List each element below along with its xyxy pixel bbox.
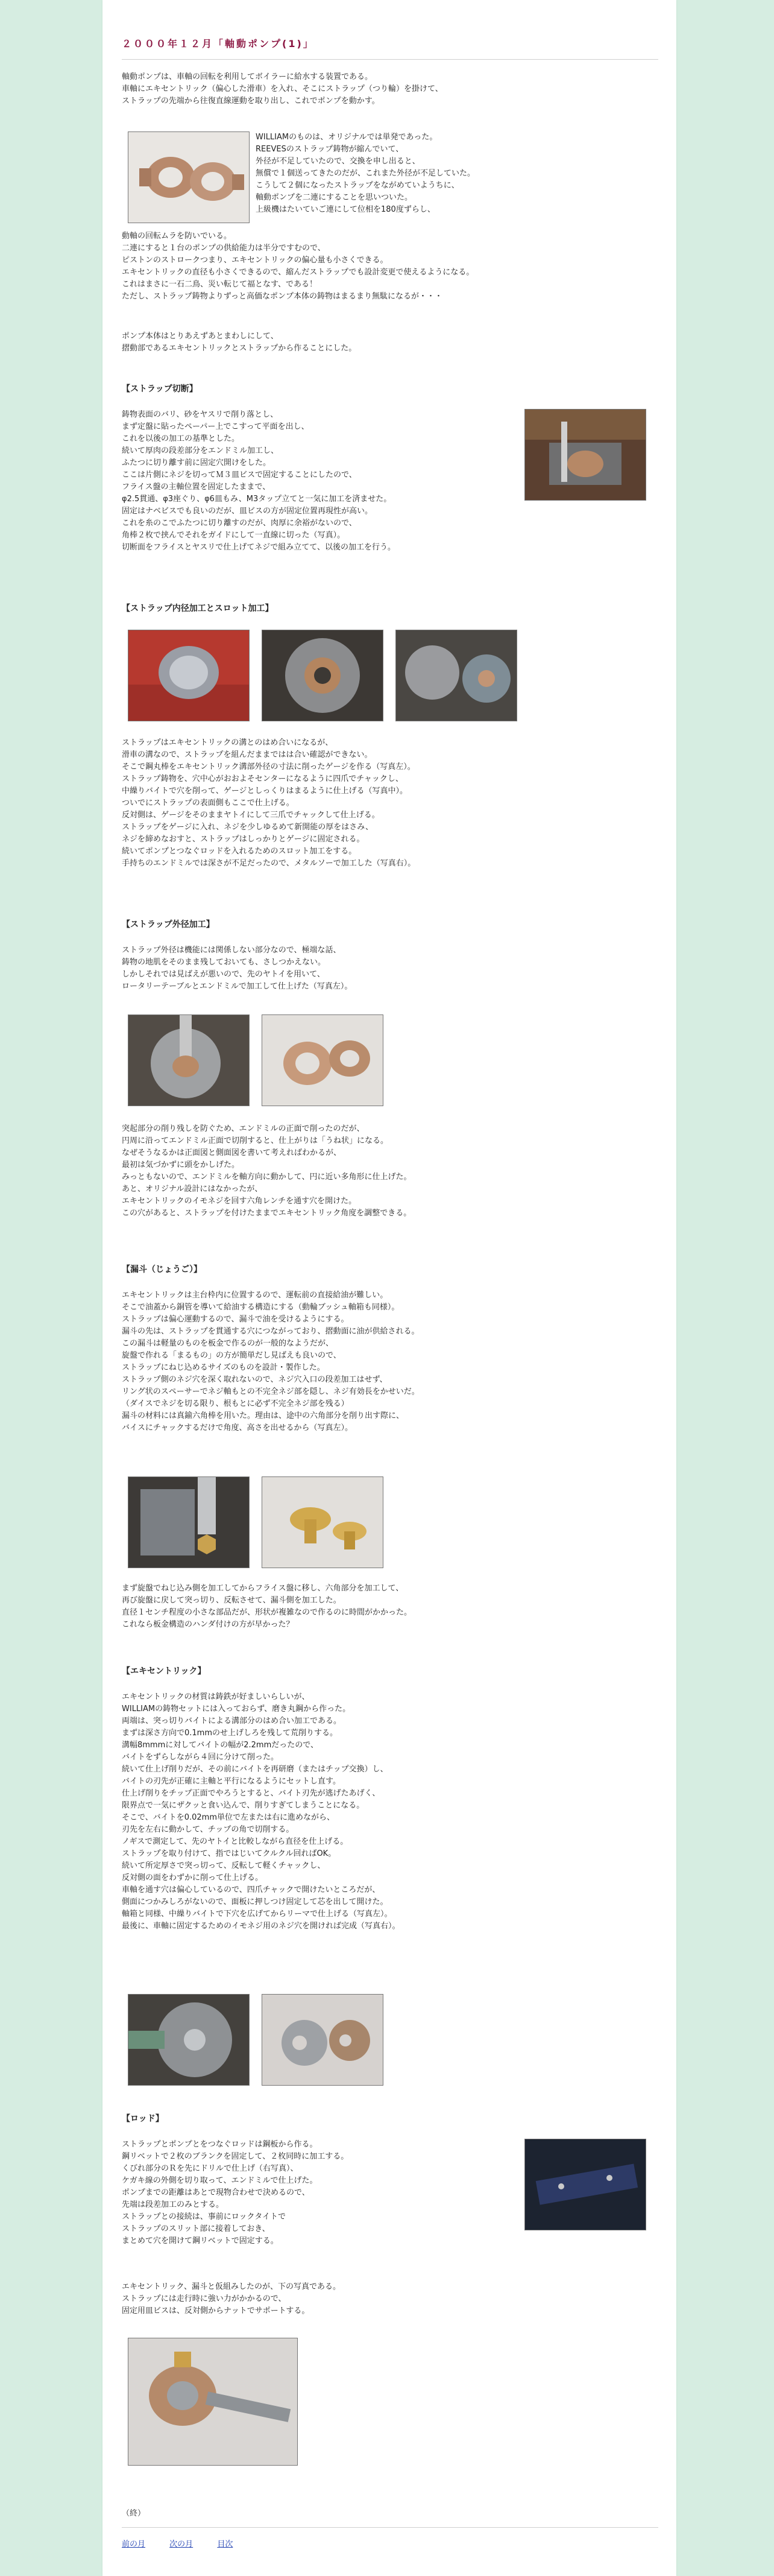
page-panel [102, 0, 676, 2576]
section-body-outer-dia-1: ストラップ外径は機能には関係しない部分なので、極端な話、 鋳物の地肌をそのまま残しておいても、さしつかえない。 しかしそれでは見ばえが悪いので、先のヤトイを用いて、 ロータリーテーブルとエンドミルで加工して仕上げた（写真左）。 [122, 946, 353, 991]
four-jaw-chuck-photo [262, 630, 383, 721]
index-link[interactable]: 目次 [217, 2540, 233, 2549]
eccentric-parts-image [262, 1995, 383, 2085]
rotary-table-image [128, 1015, 249, 1106]
assembly-photo [128, 2338, 298, 2466]
strap-cutting-photo [524, 409, 646, 501]
strap-castings-image [128, 132, 249, 223]
intro-paragraph-1: 軸動ポンプは、車軸の回転を利用してボイラーに給水する装置である。 車軸にエキセントリック（偏心した滑車）を入れ、そこにストラップ（つり輪）を掛けて、 ストラップの先端から往復直線運動を取り出し、これでポンプを動かす。 [122, 72, 443, 106]
section-heading-outer-dia: 【ストラップ外径加工】 [122, 920, 215, 929]
intro-paragraph-3: 動軸の回転ムラを防いでいる。 二連にすると１台のポンプの供給能力は半分ですむので、 ピストンのストロークつまり、エキセントリックの偏心量も小さくできる。 エキセントリックの直径も小さくできるので、縮んだストラップでも設計変更で使えるようになる。 これはまさに一石二鳥、災い転じて福となす、である！ ただし、ストラップ鋳物よりずっと高価なポンプ本体の鋳物はまるまり無駄になるが・・・ [122, 232, 474, 301]
end-mark: （終） [122, 2509, 146, 2518]
footer-nav [122, 2537, 254, 2549]
hex-machining-image [128, 1477, 249, 1568]
brass-funnels-photo [262, 1476, 383, 1568]
brass-funnels-image [262, 1477, 383, 1568]
gauge-photo [128, 630, 250, 721]
gauge-image [128, 630, 249, 721]
intro-paragraph-4: ポンプ本体はとりあえずあとまわしにして、 摺動部であるエキセントリックとストラップから作ることにした。 [122, 332, 357, 353]
section-heading-funnel: 【漏斗（じょうご）】 [122, 1265, 202, 1274]
footer-divider [122, 2527, 658, 2528]
strap-cutting-image [525, 410, 646, 500]
strap-castings-photo [128, 131, 250, 223]
section-body-strap-cut: 鋳物表面のバリ、砂をヤスリで削り落とし、 まず定盤に貼ったペーパー上でこすって平面を出し、 これを以後の加工の基準とした。 続いて厚肉の段差部分をエンドミル加工し、 ふたつに切り離す前に固定穴開けをした。 ここは片側にネジを切ってＭ３皿ビスで固定することにしたので、 フライス盤の主軸位置を固定したままで、 φ2.5貫通、φ3座ぐり、φ6皿もみ、M3タップ立てと一気に加工を済ませた。 固定はナベビスでも良いのだが、皿ビスの方が固定位置再現性が高い。 これを糸のこでふたつに切り離すのだが、肉厚に余裕がないので、 角棒２枚で挟んでそれをガイドにして一直線に切った（写真）。 切断面をフライスとヤスリで仕上げてネジで組み立てて、以後の加工を行う。 [122, 410, 395, 552]
intro-paragraph-2: WILLIAMのものは、オリジナルでは単発であった。 REEVESのストラップ鋳物が縮んでいて、 外径が不足していたので、交換を申し出ると、 無償で１個送ってきたのだが、これまた外径が不足していた。 こうして２個になったストラップをながめていようちに、 軸動ポンプを二連にすることを思いついた。 上級機はたいていご連にして位相を180度ずらし、 [256, 133, 476, 214]
title-divider [122, 59, 658, 60]
prev-month-link[interactable]: 前の月 [122, 2540, 146, 2549]
faceplate-photo [128, 1994, 250, 2086]
eccentric-parts-photo [262, 1994, 383, 2086]
section-heading-strap-cut: 【ストラップ切断】 [122, 384, 198, 394]
section-heading-bore-slot: 【ストラップ内径加工とスロット加工】 [122, 604, 274, 613]
rotary-table-photo [128, 1014, 250, 1106]
finished-strap-photo [262, 1014, 383, 1106]
section-body-bore-slot: ストラップはエキセントリックの溝とのはめ合いになるが、 滑車の溝なので、ストラップを組んだままではは合い確認ができない。 そこで鋼丸棒をエキセントリック溝部外径の寸法に削ったゲージを作る（写真左）。 ストラップ鋳物を、穴中心がおおよそセンターになるように四爪でチャックし、 中繰りバイトで穴を削って、ゲージとしっくりはまるように仕上げる（写真中）。 ついでにストラップの表面側もここで仕上げる。 反対側は、ゲージをそのままヤトイにして三爪でチャックして仕上げる。 ストラップをゲージに入れ、ネジを少しゆるめて新開能の厚をはさみ、 ネジを締めなおすと、ストラップはしっかりとゲージに固定される。 続いてポンプとつなぐロッドを入れるためのスロット加工をする。 手持ちのエンドミルでは深さが不足だったので、メタルソーで加工した（写真右）。 [122, 738, 416, 868]
section-body-funnel-1: エキセントリックは主台枠内に位置するので、運転前の直接給油が難しい。 そこで油蓋から銅管を導いて給油する構造にする（動輪ブッシュ軸箱も同様）。 ストラップは偏心運動するので、漏斗で油を受けるようにする。 漏斗の先は、ストラップを貫通する穴につながっており、摺動面に油が供給される。 この漏斗は軽量のものを板金で作るのが一般的なようだが、 旋盤で作れる「まるもの」の方が簡単だし見ばえも良いので、 ストラップにねじ込めるサイズのものを設計・製作した。 ストラップ側のネジ穴を深く取れないので、ネジ穴入口の段差加工はせず、 リング状のスペーサーでネジ軸もとの不完全ネジ部を隠し、ネジ有効長をかせいだ。 （ダイスでネジを切る限り、根もとに必ず不完全ネジ部を残る） 漏斗の材料には真鍮六角棒を用いた。理由は、途中の六角部分を削り出す際に、 バイスにチャックするだけで角度、高さを出せるから（写真左）。 [122, 1291, 420, 1432]
next-month-link[interactable]: 次の月 [169, 2540, 194, 2549]
rod-blanks-image [525, 2139, 646, 2230]
metal-saw-photo [395, 630, 517, 721]
assembly-image [128, 2338, 297, 2465]
section-heading-eccentric: 【エキセントリック】 [122, 1666, 206, 1676]
section-body-funnel-2: まず旋盤でねじ込み側を加工してからフライス盤に移し、六角部分を加工して、 再び旋盤に戻して突っ切り、反転させて、漏斗側を加工した。 直径１センチ程度の小さな部品だが、形状が複雑なので作るのに時間がかかった。 これなら板金構造のハンダ付けの方が早かった？ [122, 1584, 412, 1629]
section-heading-rod: 【ロッド】 [122, 2114, 164, 2124]
finished-strap-image [262, 1015, 383, 1106]
section-body-rod-1: ストラップとポンプとをつなぐロッドは鋼板から作る。 鋼リベットで２枚のブランクを固定して、２枚同時に加工する。 くびれ部分のＲを先にドリルで仕上げ（右写真）、 ケガキ線の外側を切り取って、エンドミルで仕上げた。 ポンプまでの距離はあとで現物合わせで決めるので、 先端は段差加工のみとする。 ストラップとの接続は、事前にロックタイトで ストラップのスリット部に接着しておき、 まとめて穴を開けて鋼リベットで固定する。 [122, 2140, 349, 2245]
section-body-eccentric: エキセントリックの材質は鋳鉄が好ましいらしいが、 WILLIAMの鋳物セットには入っておらず、磨き丸鋼から作った。 両端は、突っ切りバイトによる溝部分のはめ合い加工である。 まずは深さ方向で0.1mmのせ上げしろを残して荒削りする。 溝幅8mmmに対してバイトの幅が2.2mmだったので、 バイトをずらしながら４回に分けて削った。 続いて仕上げ削りだが、その前にバイトを再研磨（またはチップ交換）し、 バイトの刃先が正確に主軸と平行になるようにセットし直す。 仕上げ削りをチップ正面でやろうとすると、バイト刃先が逃げたあげく、 限界点で一気にザクッと食い込んで、削りすぎてしまうことになる。 そこで、バイトを0.02mm単位で左または右に進めながら、 刃先を左右に動かして、チップの角で切削する。 ノギスで測定して、先のヤトイと比較しながら直径を仕上げる。 ストラップを取り付けて、指ではじいてクルクル回ればOK。 続いて所定厚さで突っ切って、反転して軽くチャックし、 反対側の面をわずかに削って仕上げる。 車軸を通す穴は偏心しているので、四爪チャックで開けたいところだが、 側面につかみしろがないので、面板に押しつけ固定して芯を出して開けた。 軸箱と同様、中繰りバイトで下穴を広げてからリーマで仕上げる（写真左）。 最後に、車軸に固定するためのイモネジ用のネジ穴を開ければ完成（写真右）。 [122, 1692, 400, 1931]
section-body-outer-dia-2: 突起部分の削り残しを防ぐため、エンドミルの正面で削ったのだが、 円周に沿ってエンドミル正面で切削すると、仕上がりは「うね状」になる。 なぜそうなるかは正面図と側面図を書いて考えればわかるが、 最初は気づかずに頭をかしげた。 みっともないので、エンドミルを軸方向に動かして、円に近い多角形に仕上げた。 あと、オリジナル設計にはなかったが、 エキセントリックのイモネジを回す六角レンチを通す穴を開けた。 この穴があると、ストラップを付けたままでエキセントリック角度を調整できる。 [122, 1124, 412, 1218]
metal-saw-image [396, 630, 517, 721]
four-jaw-chuck-image [262, 630, 383, 721]
page-title: ２０００年１２月「軸動ポンプ(1)」 [122, 38, 315, 49]
faceplate-image [128, 1995, 249, 2085]
section-body-rod-2: エキセントリック、漏斗と仮組みしたのが、下の写真である。 ストラップには走行時に強い力がかかるので、 固定用皿ビスは、反対側からナットでサポートする。 [122, 2282, 341, 2315]
hex-machining-photo [128, 1476, 250, 1568]
rod-blanks-photo [524, 2139, 646, 2230]
